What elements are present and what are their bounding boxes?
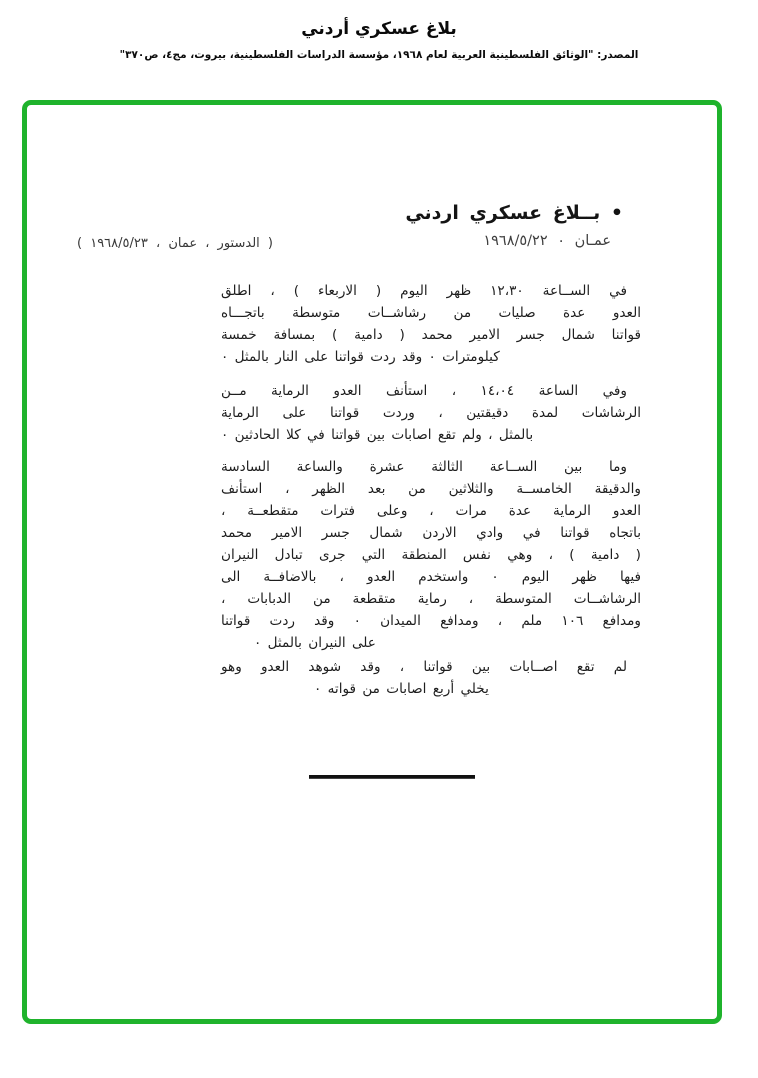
doc-text-line: وما بين الســاعة الثالثة عشرة والساعة السادسة bbox=[221, 459, 627, 475]
doc-text-line: قواتنا شمال جسر الامير محمد ( دامية ) بمسافة خمسة bbox=[221, 327, 641, 343]
paragraph-2 bbox=[221, 380, 641, 446]
paragraph-3 bbox=[221, 456, 641, 654]
doc-text-line: على النيران بالمثل ٠ bbox=[254, 635, 376, 651]
doc-text-line: كيلومترات ٠ وقد ردت قواتنا على النار بالمثل ٠ bbox=[221, 349, 500, 365]
doc-text-line: الرشاشات لمدة دقيقتين ، وردت قواتنا على الرماية bbox=[221, 405, 641, 421]
document-scan-frame bbox=[22, 100, 722, 1024]
doc-body bbox=[221, 280, 641, 700]
page-title: بلاغ عسكري أردني bbox=[301, 19, 457, 39]
source-citation: المصدر: "الوثائق الفلسطينية العربية لعام ١٩٦٨، مؤسسة الدراسات الفلسطينية، بيروت، مج٤، ص٣٧٠" bbox=[119, 49, 639, 61]
doc-text-line: العدو الرماية عدة مرات ، وعلى فترات متقطعــة ، bbox=[221, 503, 641, 519]
doc-text-line: والدقيقة الخامســة والثلاثين من بعد الظهر ، استأنف bbox=[221, 481, 641, 497]
signature-rule bbox=[309, 775, 475, 779]
doc-text-line: في الســاعة ١٢،٣٠ ظهر اليوم ( الاربعاء ) ، اطلق bbox=[221, 283, 627, 299]
paragraph-4 bbox=[221, 656, 641, 700]
doc-newspaper-citation: ( الدستور ، عمان ، ١٩٦٨/٥/٢٣ ) bbox=[77, 236, 273, 251]
doc-text-line: العدو عدة صليات من رشاشــات متوسطة باتجـــاه bbox=[221, 305, 641, 321]
doc-text-line: باتجاه قواتنا في وادي الاردن شمال جسر الامير محمد bbox=[221, 525, 641, 541]
doc-text-line: يخلي أربع اصابات من قواته ٠ bbox=[314, 681, 489, 697]
doc-text-line: لم تقع اصــابات بين قواتنا ، وقد شوهد العدو وهو bbox=[221, 659, 627, 675]
doc-title: • بــلاغ عسكري اردني bbox=[405, 202, 623, 224]
doc-text-line: ومدافع ١٠٦ ملم ، ومدافع الميدان ٠ وقد ردت قواتنا bbox=[221, 613, 641, 629]
doc-text-line: فيها ظهر اليوم ٠ واستخدم العدو ، بالاضافــة الى bbox=[221, 569, 641, 585]
doc-text-line: ( دامية ) ، وهي نفس المنطقة التي جرى تبادل النيران bbox=[221, 547, 641, 563]
doc-text-line: بالمثل ، ولم تقع اصابات بين قواتنا في كلا الحادثين ٠ bbox=[221, 427, 534, 443]
doc-dateline: عمـان ٠ ١٩٦٨/٥/٢٢ bbox=[483, 233, 611, 249]
doc-header bbox=[405, 202, 623, 249]
doc-text-line: وفي الساعة ١٤،٠٤ ، استأنف العدو الرماية مــن bbox=[221, 383, 627, 399]
doc-text-line: الرشاشــات المتوسطة ، رماية متقطعة من الدبابات ، bbox=[221, 591, 641, 607]
paragraph-1 bbox=[221, 280, 641, 368]
